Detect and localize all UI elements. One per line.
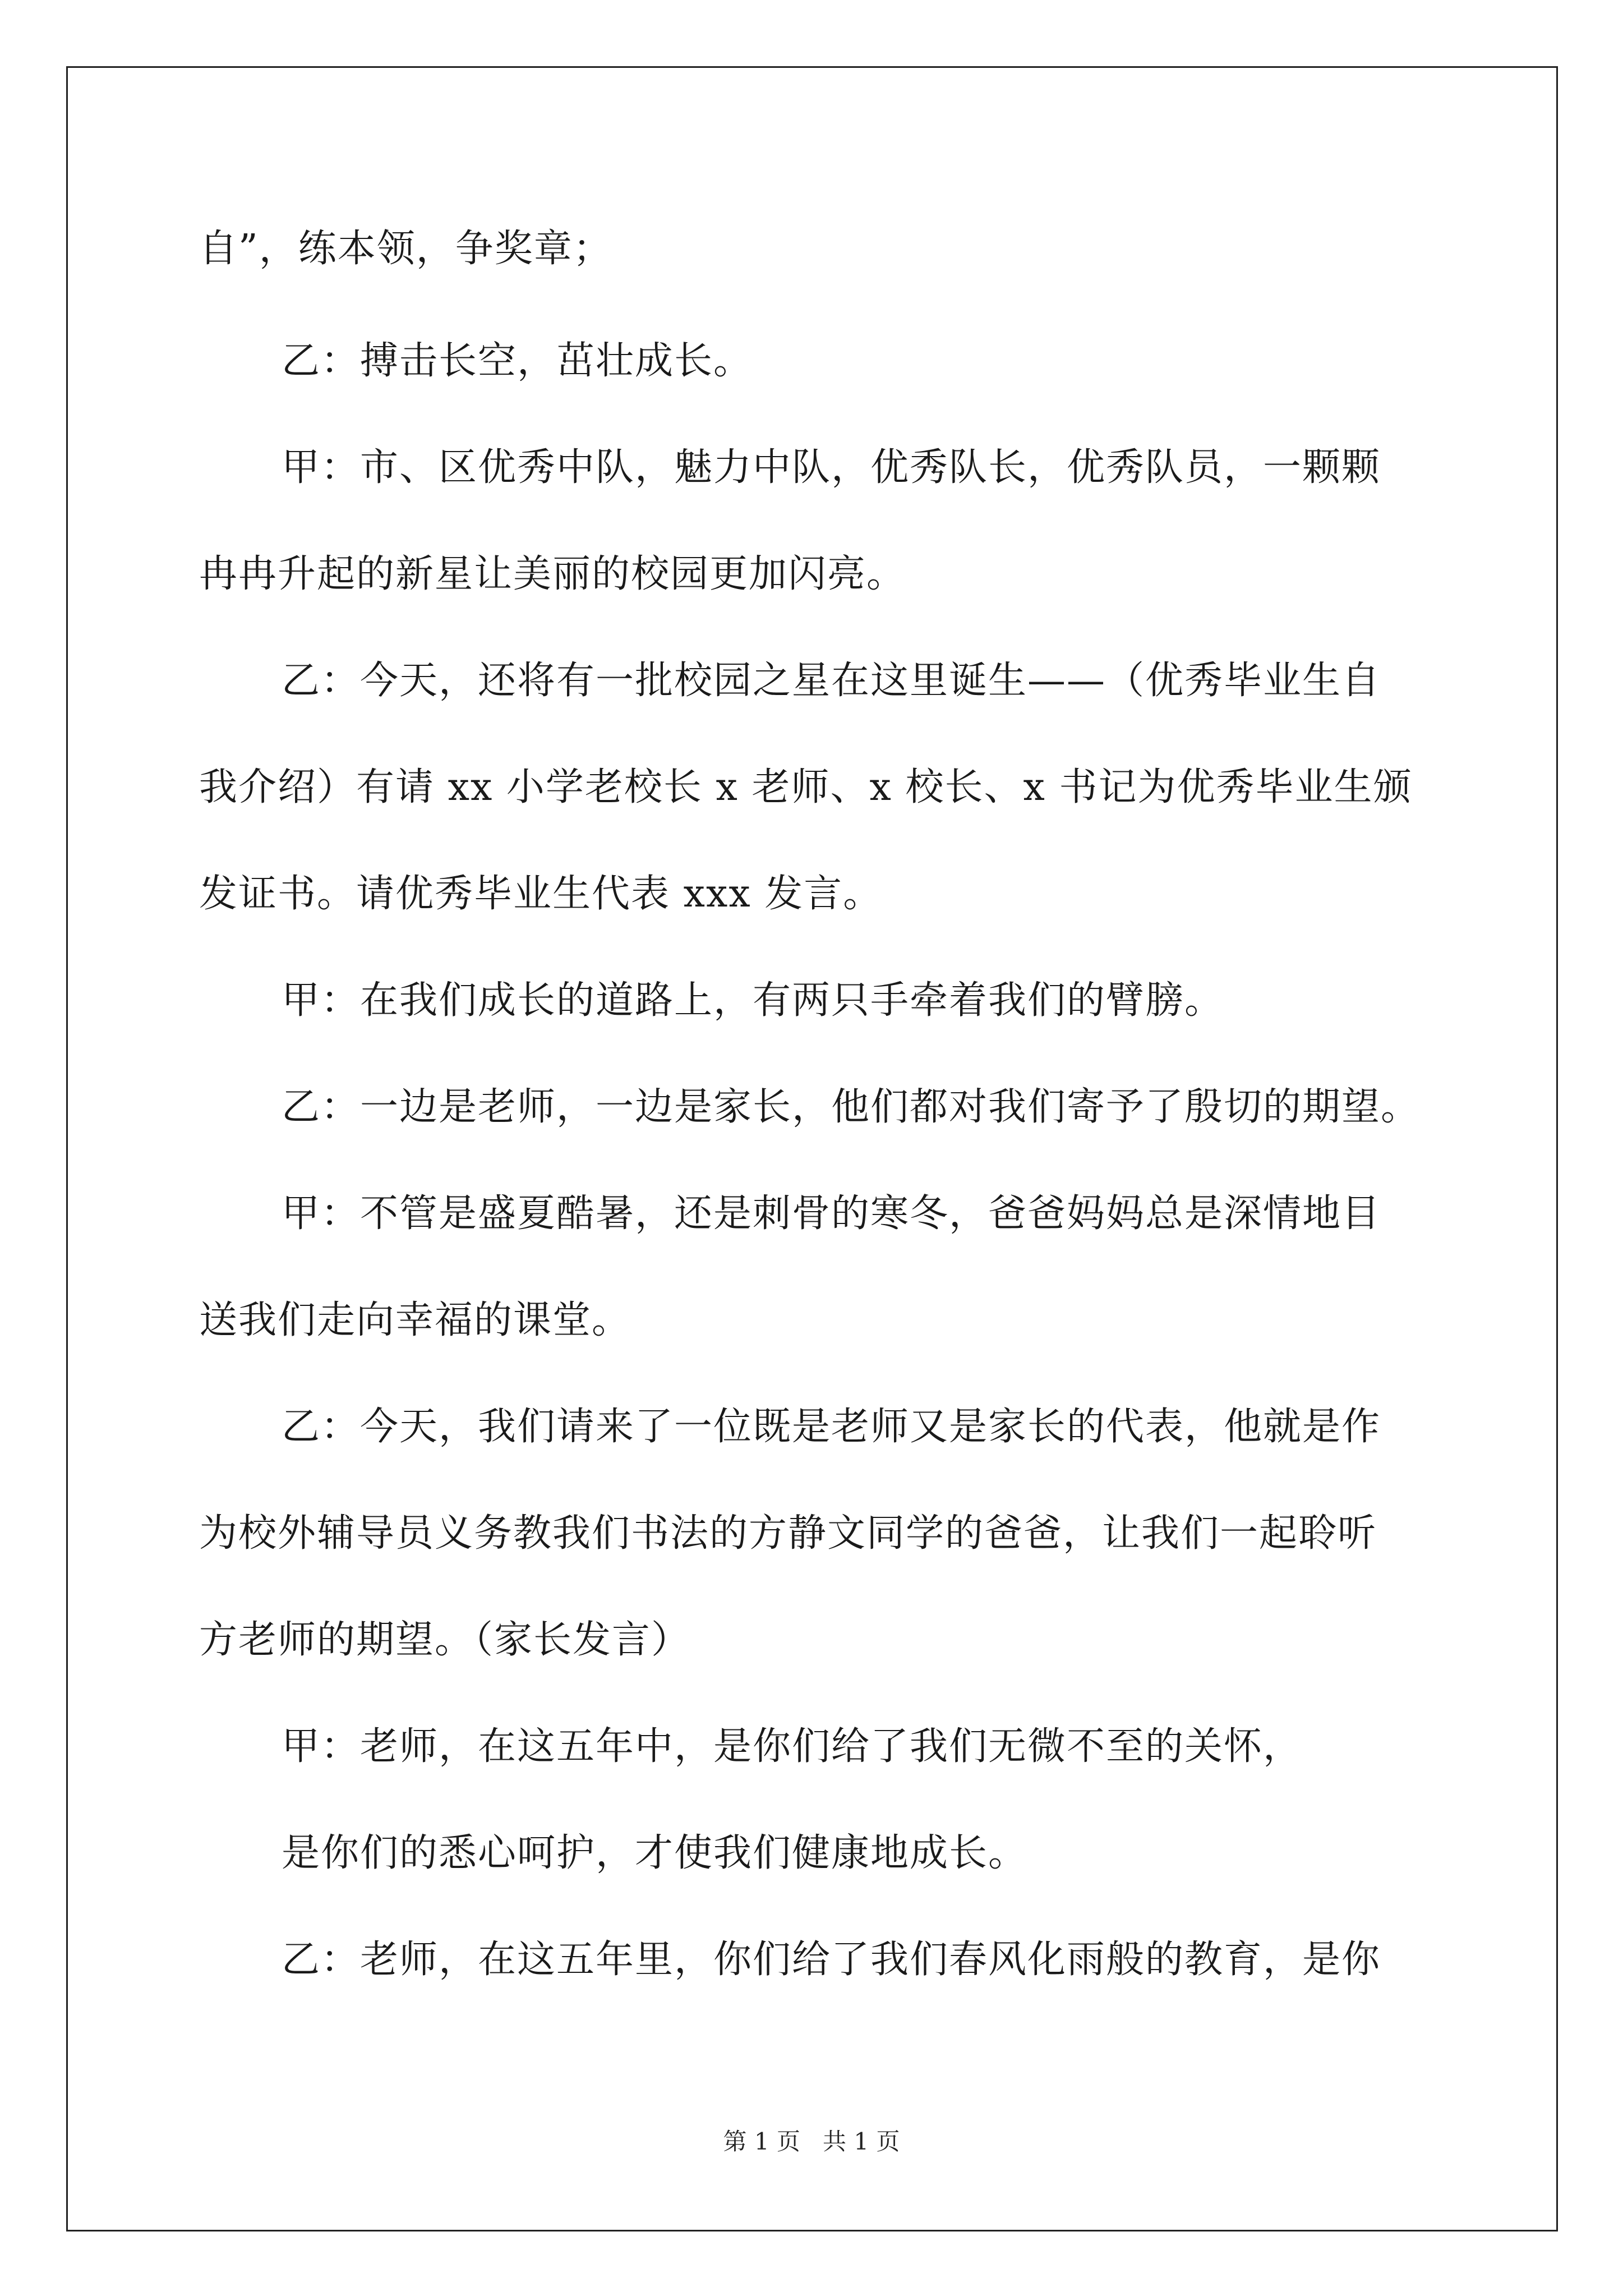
text-line: 乙：搏击长空，茁壮成长。 — [282, 339, 753, 383]
text-line: 甲：市、区优秀中队，魅力中队，优秀队长，优秀队员，一颗颗 — [282, 445, 1381, 490]
text-line: 乙：今天，我们请来了一位既是老师又是家长的代表，他就是作 — [282, 1405, 1381, 1449]
text-line: 自”，练本领，争奖章； — [199, 227, 612, 271]
text-line: 乙：今天，还将有一批校园之星在这里诞生——（优秀毕业生自 — [282, 659, 1381, 703]
text-line: 甲：不管是盛夏酷暑，还是刺骨的寒冬，爸爸妈妈总是深情地目 — [282, 1191, 1381, 1236]
page-number-footer: 第 1 页 共 1 页 — [723, 2128, 900, 2155]
text-line: 乙：老师，在这五年里，你们给了我们春风化雨般的教育，是你 — [282, 1938, 1381, 1982]
text-line: 发证书。请优秀毕业生代表 xxx 发言。 — [199, 872, 883, 916]
text-line: 我介绍）有请 xx 小学老校长 x 老师、x 校长、x 书记为优秀毕业生颁 — [199, 765, 1413, 809]
page-border — [66, 66, 1558, 2231]
text-line: 甲：在我们成长的道路上，有两只手牵着我们的臂膀。 — [282, 978, 1224, 1023]
text-line: 甲：老师，在这五年中，是你们给了我们无微不至的关怀， — [282, 1724, 1303, 1769]
text-line: 是你们的悉心呵护，才使我们健康地成长。 — [282, 1831, 1028, 1875]
text-line: 乙：一边是老师，一边是家长，他们都对我们寄予了殷切的期望。 — [282, 1085, 1421, 1129]
text-line: 冉冉升起的新星让美丽的校园更加闪亮。 — [199, 552, 906, 596]
text-line: 为校外辅导员义务教我们书法的方静文同学的爸爸，让我们一起聆听 — [199, 1511, 1377, 1556]
text-line: 送我们走向幸福的课堂。 — [199, 1298, 631, 1342]
text-line: 方老师的期望。（家长发言） — [199, 1618, 691, 1662]
